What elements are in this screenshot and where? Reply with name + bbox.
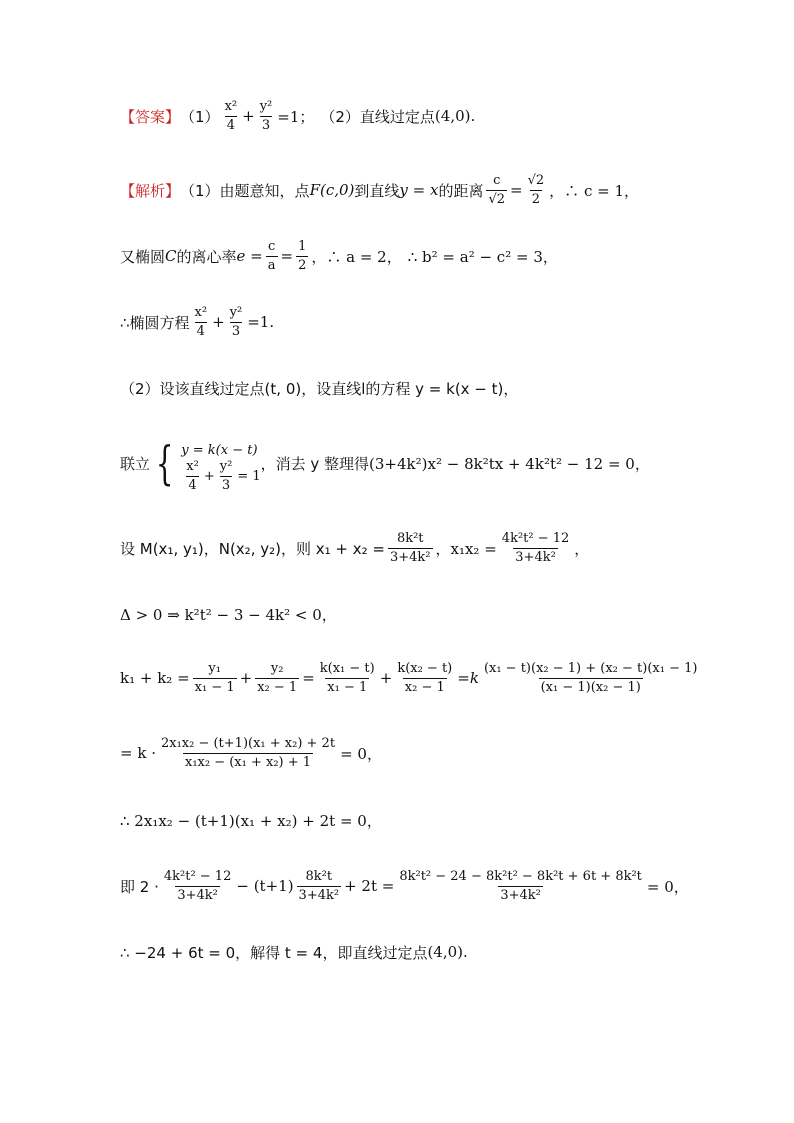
- product-roots-frac: $\frac{\text{4k²t² − 12}}{\text{3+4k²}}$: [501, 530, 570, 565]
- analysis-line-3: ∴椭圆方程 $\frac{\text{x²}}{4}$ + $\frac{\text{y²}}{3}$ =1.: [120, 304, 275, 339]
- ellipse-frac-x: $\frac{\text{x²}}{4}$: [194, 304, 208, 339]
- answer-line: 【答案】 （1） $\frac{\text{x²}}{4}$ + $\frac{\text{y²}}{3}$ =1； （2）直线过定点 (4,0) .: [120, 98, 476, 133]
- eccentricity-frac: $\frac{c}{a}$: [267, 238, 276, 273]
- answer-point: (4,0): [434, 107, 471, 125]
- analysis-line-6: 设 M(x₁, y₁)，N(x₂, y₂)，则 x₁ + x₂ = $\frac{\text{8k²t}}{\text{3+4k²}}$ ，x₁x₂ = $\frac{\text{4k²t² − 12}}{\text{3+4k²}}$ ，: [120, 530, 590, 565]
- eccentricity-value-frac: $\frac{1}{2}$: [298, 238, 307, 273]
- distance-frac: $\frac{c}{√2}$: [488, 172, 506, 207]
- answer-frac-x: $\frac{\text{x²}}{4}$: [224, 98, 238, 133]
- analysis-line-8: k₁ + k₂ = $\frac{\text{y₁}}{\text{x₁ − 1}}$ + $\frac{\text{y₂}}{\text{x₂ − 1}}$ = $\frac{\text{k(x₁ − t)}}{\text{x₁ − 1}}$ + $\frac{\text{k(x₂ − t)}}{\text{x₂ − 1}}$ = k $\frac{\text{(x₁ − t)(x₂ − 1) + (x₂ − t)(x₁ − 1)}}{\text{(x₁ − 1)(x₂ − 1)}}$: [120, 660, 698, 695]
- answer-frac-y: $\frac{\text{y²}}{3}$: [259, 98, 273, 133]
- answer-part1-label: （1）: [180, 107, 220, 126]
- brace-icon: {: [155, 436, 174, 490]
- analysis-tag: 【解析】: [120, 181, 181, 200]
- analysis-line-12: ∴ −24 + 6t = 0，解得 t = 4，即直线过定点 (4,0) .: [120, 943, 468, 962]
- equation-system: { y = k(x − t) $\frac{\text{x²}}{4}$ + $\frac{\text{y²}}{3}$ = 1: [155, 436, 261, 493]
- analysis-line-9: = k · $\frac{\text{2x₁x₂ − (t+1)(x₁ + x₂) + 2t}}{\text{x₁x₂ − (x₁ + x₂) + 1}}$ = 0，: [120, 735, 382, 770]
- analysis-line-11: 即 2 · $\frac{\text{4k²t² − 12}}{\text{3+4k²}}$ − (t+1) $\frac{\text{8k²t}}{\text{3+4k²}}$ + 2t = $\frac{\text{8k²t² − 24 − 8k²t² − 8k²t + 6t + 8k²t}}{\text{3+4k²}}$ = 0，: [120, 868, 689, 903]
- answer-tag: 【答案】: [120, 107, 181, 126]
- ellipse-frac-y: $\frac{\text{y²}}{3}$: [229, 304, 243, 339]
- analysis-line-5: 联立 { y = k(x − t) $\frac{\text{x²}}{4}$ + $\frac{\text{y²}}{3}$ = 1 ，消去 y 整理得 (3+4k²)x² − 8k²tx + 4k²t² − 12 = 0，: [120, 436, 650, 493]
- analysis-line-1: 【解析】 （1）由题意知，点 F(c,0) 到直线 y = x 的距离 $\frac{c}{√2}$ = $\frac{√2}{2}$ ，∴ c = 1，: [120, 172, 639, 207]
- answer-eq-tail: =1；: [277, 107, 315, 126]
- distance-value-frac: $\frac{√2}{2}$: [527, 172, 545, 207]
- answer-part2: （2）直线过定点: [320, 107, 435, 126]
- analysis-line-2: 又椭圆 C 的离心率 e = $\frac{c}{a}$ = $\frac{1}{2}$ ，∴ a = 2， ∴ b² = a² − c² = 3，: [120, 238, 558, 273]
- sum-roots-frac: $\frac{\text{8k²t}}{\text{3+4k²}}$: [389, 530, 431, 565]
- analysis-line-7: Δ > 0 ⇒ k²t² − 3 − 4k² < 0，: [120, 605, 337, 624]
- analysis-line-10: ∴ 2x₁x₂ − (t+1)(x₁ + x₂) + 2t = 0，: [120, 811, 382, 830]
- analysis-line-4: （2）设该直线过定点(t, 0)，设直线l的方程 y = k(x − t)，: [120, 379, 519, 398]
